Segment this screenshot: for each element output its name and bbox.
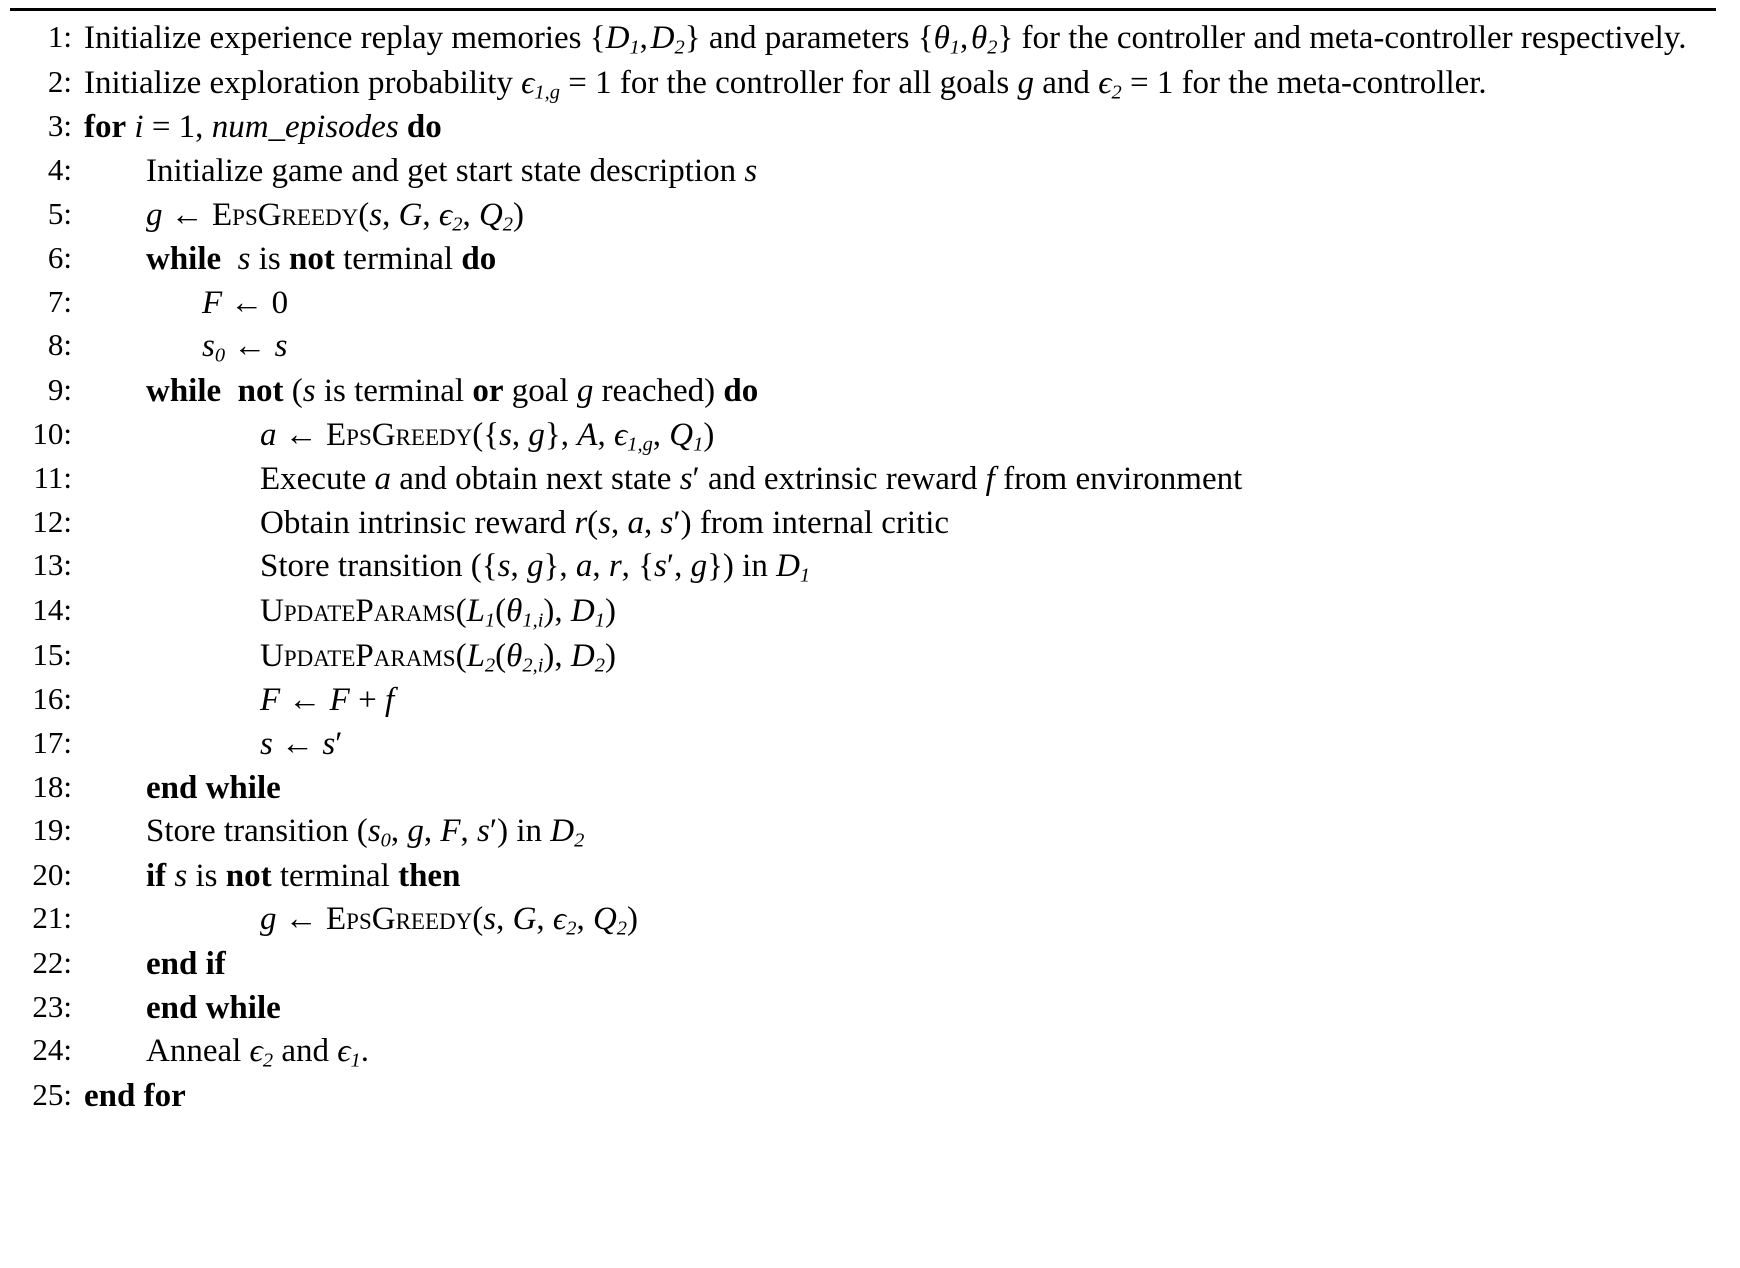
line-content: F ← 0 (202, 284, 289, 321)
line-content: $UpdateParams(L_2(\theta_{2,i})$, $D_2$) (260, 637, 616, 677)
line-number: 18: (32, 768, 72, 804)
line-number: 1: (47, 19, 72, 54)
line-number: 16: (32, 681, 72, 717)
line-content: Initialize game and get start state description s (146, 152, 758, 189)
algorithm-line (10, 898, 1716, 943)
algorithm-line (10, 855, 1716, 899)
line-content: Initialize experience replay memories {$D_1$, $D_2$} and parameters {$\theta_1$, $\theta_2$} for the controller and meta-controller respectively. (84, 20, 1687, 59)
algorithm-line (10, 62, 1716, 107)
line-content: Execute a and obtain next state s′ and extrinsic reward f from environment (260, 461, 1243, 498)
line-content: Initialize exploration probability $\epsilon_{1,g} = 1$ for the controller for all goals g and $\epsilon_2 = 1$ for the meta-controller. (84, 64, 1487, 104)
algorithm-line (10, 635, 1716, 680)
line-number: 20: (32, 856, 72, 892)
line-number: 25: (32, 1076, 72, 1112)
algorithm-line (10, 1075, 1716, 1119)
line-content: Store transition ({s, g}, a, r, {s′, g}) in $D_1$ (260, 548, 811, 588)
algorithm-line (10, 238, 1716, 282)
line-number: 21: (32, 900, 72, 936)
algorithm-line (10, 282, 1716, 326)
line-number: 24: (32, 1032, 72, 1068)
line-content: Obtain intrinsic reward r(s, a, s′) from internal critic (260, 504, 950, 541)
algorithm-line (10, 194, 1716, 239)
algorithm-line (10, 1030, 1716, 1075)
line-content: end while (146, 769, 281, 806)
line-content: end for (84, 1077, 186, 1114)
top-rule (10, 8, 1716, 11)
algorithm-line (10, 458, 1716, 502)
line-number: 13: (32, 547, 72, 583)
line-content: Store transition ($s_0$, g, F, s′) in $D_2$ (146, 813, 585, 852)
line-number: 8: (47, 327, 72, 363)
line-content: a ← EpsGreedy({s, g}, A, $\epsilon_{1,g}$, $Q_1$) (260, 416, 715, 456)
algorithm-line (10, 679, 1716, 723)
line-number: 2: (47, 63, 72, 99)
line-number: 3: (47, 108, 72, 144)
line-number: 9: (47, 372, 72, 407)
line-content: $UpdateParams(L_1(\theta_{1,i})$, $D_1$) (260, 593, 616, 632)
line-number: 4: (47, 151, 72, 187)
line-content: Anneal $\epsilon_2$ and $\epsilon_1$. (146, 1033, 369, 1072)
line-content: end if (146, 946, 226, 983)
algorithm-line (10, 325, 1716, 370)
algorithm-line (10, 987, 1716, 1031)
line-content: $s_0$ ← s (202, 328, 288, 368)
line-number: 23: (32, 988, 72, 1024)
line-number: 12: (32, 503, 72, 539)
algorithm-line (10, 723, 1716, 767)
line-number: 15: (32, 636, 72, 672)
algorithm-line (10, 502, 1716, 546)
line-content: g ← EpsGreedy(s, G, $\epsilon_2$, $Q_2$) (146, 196, 524, 236)
line-content: if s is not terminal then (146, 857, 461, 894)
line-content: while not (s is terminal or goal g reached) do (146, 373, 759, 409)
line-number: 5: (47, 195, 72, 231)
algorithm-line (10, 106, 1716, 150)
line-content: for i = 1, num_episodes do (84, 109, 442, 146)
line-number: 17: (32, 725, 72, 760)
algorithm-line (10, 150, 1716, 194)
line-content: F ← F + f (260, 682, 395, 719)
line-content: g ← EpsGreedy(s, G, $\epsilon_2$, $Q_2$) (260, 901, 638, 941)
line-number: 19: (32, 812, 72, 848)
line-number: 14: (32, 592, 72, 628)
algorithm-line (10, 414, 1716, 459)
algorithm-line (10, 545, 1716, 590)
line-number: 10: (32, 415, 72, 451)
line-number: 7: (47, 283, 72, 319)
line-number: 22: (32, 945, 72, 981)
line-content: end while (146, 989, 281, 1026)
algorithm-line (10, 370, 1716, 414)
line-content: s ← s′ (260, 726, 343, 762)
algorithm-line (10, 767, 1716, 811)
line-number: 11: (33, 460, 72, 496)
algorithm-line (10, 810, 1716, 855)
algorithm-line (10, 17, 1716, 62)
line-number: 6: (47, 240, 72, 276)
line-content: while s is not terminal do (146, 241, 497, 278)
algorithm-line (10, 590, 1716, 635)
algorithm-line (10, 943, 1716, 987)
